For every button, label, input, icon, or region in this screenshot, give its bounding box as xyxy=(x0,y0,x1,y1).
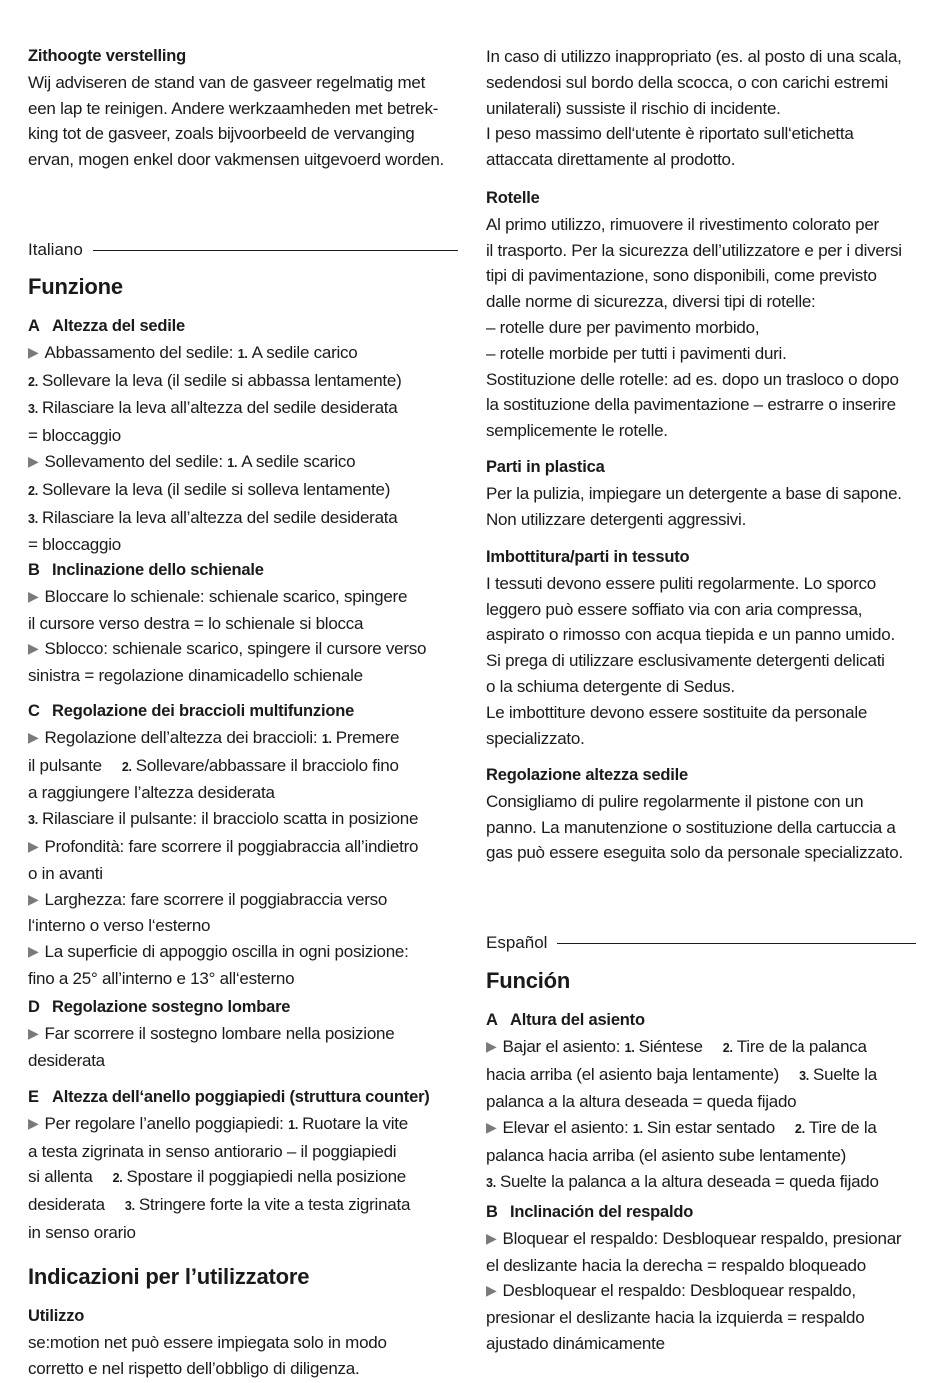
text-line: o in avanti xyxy=(28,863,103,883)
text-line: l‘interno o verso l‘esterno xyxy=(28,916,211,936)
language-label: Italiano xyxy=(28,240,83,259)
text: Sollevare la leva (il sedile si abbassa lentamente) xyxy=(41,370,402,390)
text: Tire de la palanca xyxy=(736,1036,867,1056)
text-line: in senso orario xyxy=(28,1222,136,1242)
text-line: Al primo utilizzo, rimuovere il rivestimento colorato per xyxy=(486,214,879,234)
text-line: Per la pulizia, impiegare un detergente a base di sapone. xyxy=(486,483,902,503)
step-number: 1. xyxy=(288,1117,299,1132)
text: Far scorrere il sostegno lombare nella posizione xyxy=(44,1023,395,1043)
text: Sin estar sentado xyxy=(646,1118,775,1138)
page-heading: Indicazioni per l’utilizzatore xyxy=(28,1264,310,1289)
section-c-braccioli xyxy=(28,699,466,992)
section-plastica xyxy=(486,455,924,532)
text-line: = bloccaggio xyxy=(28,426,121,446)
section-letter: C xyxy=(28,702,40,720)
text: Profondità: fare scorrere il poggiabraccia all’indietro xyxy=(44,836,419,856)
triangle-bullet-icon: ▶ xyxy=(28,640,39,657)
text-line: la sostituzione della pavimentazione – estrarre o inserire xyxy=(486,395,896,415)
section-title-text: Regolazione sostegno lombare xyxy=(52,998,291,1016)
section-regolazione-altezza xyxy=(486,763,924,866)
text-line: – rotelle morbide per tutti i pavimenti duri. xyxy=(486,343,787,363)
text: Suelte la xyxy=(813,1064,877,1084)
step-number: 2. xyxy=(121,759,132,774)
text-line: il cursore verso destra = lo schienale si blocca xyxy=(28,613,364,633)
text-line xyxy=(28,1192,466,1220)
step-number: 1. xyxy=(227,455,238,470)
section-title xyxy=(28,314,466,340)
text: Siéntese xyxy=(638,1036,703,1056)
triangle-bullet-icon: ▶ xyxy=(486,1282,497,1299)
text: Bajar el asiento: xyxy=(502,1036,625,1056)
section-b-respaldo xyxy=(486,1200,924,1357)
text: Sollevamento del sedile: xyxy=(44,451,228,471)
text-line: specializzato. xyxy=(486,728,585,748)
text-line xyxy=(28,449,466,477)
language-label: Español xyxy=(486,933,548,952)
text-line: In caso di utilizzo inappropriato (es. al posto di una scala, xyxy=(486,47,902,66)
section-intro xyxy=(486,44,924,173)
section-letter: E xyxy=(28,1088,39,1106)
step-number: 3. xyxy=(28,813,38,828)
section-title-text: Inclinación del respaldo xyxy=(510,1203,694,1221)
step-number: 1. xyxy=(321,731,332,746)
section-title xyxy=(28,1085,466,1111)
section-d-lombare xyxy=(28,995,466,1073)
step-number: 3. xyxy=(28,402,38,417)
language-header-espanol xyxy=(486,931,916,955)
text-line: Non utilizzare detergenti aggressivi. xyxy=(486,509,747,529)
section-utilizzo xyxy=(28,1304,466,1381)
text-line: presionar el deslizante hacia la izquierda = respaldo xyxy=(486,1308,865,1328)
text-line: il trasporto. Per la sicurezza dell’utilizzatore e per i diversi xyxy=(486,240,902,260)
text: Ruotare la vite xyxy=(302,1113,408,1133)
text-line: Si prega di utilizzare esclusivamente detergenti delicati xyxy=(486,651,885,671)
text: Sollevare la leva (il sedile si solleva lentamente) xyxy=(41,479,391,499)
section-title xyxy=(28,995,466,1021)
text: Spostare il poggiapiedi nella posizione xyxy=(126,1167,406,1187)
step-number: 2. xyxy=(722,1040,733,1055)
heading-funzione xyxy=(28,272,466,302)
text-line: o la schiuma detergente di Sedus. xyxy=(486,676,735,696)
step-number: 2. xyxy=(112,1171,123,1186)
section-title: Imbottitura/parti in tessuto xyxy=(486,548,690,566)
step-number: 3. xyxy=(124,1199,135,1214)
step-number: 2. xyxy=(28,483,38,498)
text-line xyxy=(28,477,466,505)
text: Rilasciare la leva all’altezza del sedile desiderata xyxy=(41,507,398,527)
language-header-italiano xyxy=(28,238,458,262)
step-number: 3. xyxy=(799,1068,810,1083)
text: Sollevare/abbassare il bracciolo fino xyxy=(135,755,399,775)
text: desiderata xyxy=(28,1195,105,1215)
text-line xyxy=(28,1164,466,1192)
text-line xyxy=(486,1034,924,1062)
section-title: Parti in plastica xyxy=(486,458,605,476)
text-line xyxy=(486,1278,924,1305)
text-line: el deslizante hacia la derecha = respaldo bloqueado xyxy=(486,1255,866,1275)
text-line xyxy=(28,806,466,834)
step-number: 3. xyxy=(28,511,38,526)
text: Bloquear el respaldo: Desbloquear respaldo, presionar xyxy=(502,1228,902,1248)
text: Desbloquear el respaldo: Desbloquear respaldo, xyxy=(502,1281,856,1301)
text: A sedile carico xyxy=(251,342,358,362)
text: Sblocco: schienale scarico, spingere il cursore verso xyxy=(44,639,427,659)
section-title: Utilizzo xyxy=(28,1307,85,1325)
text-line: Consigliamo di pulire regolarmente il pistone con un xyxy=(486,791,864,811)
text-line: een lap te reinigen. Andere werkzaamheden met betrek- xyxy=(28,98,439,118)
text-line xyxy=(486,1115,924,1143)
text-line xyxy=(28,725,466,753)
text-line xyxy=(28,636,466,663)
text: Rilasciare la leva all’altezza del sedile desiderata xyxy=(41,398,398,418)
text-line: I peso massimo dell‘utente è riportato sull‘etichetta xyxy=(486,124,854,144)
text-line xyxy=(28,584,466,611)
triangle-bullet-icon: ▶ xyxy=(486,1119,497,1136)
text: Premere xyxy=(335,727,400,747)
text-line: ervan, mogen enkel door vakmensen uitgevoerd worden. xyxy=(28,150,445,170)
triangle-bullet-icon: ▶ xyxy=(28,1024,39,1041)
section-rotelle xyxy=(486,186,924,444)
section-e-poggiapiedi xyxy=(28,1085,466,1246)
text: il pulsante xyxy=(28,755,102,775)
section-a-altezza xyxy=(28,314,466,558)
text-line: semplicemente le rotelle. xyxy=(486,421,668,441)
text-line: – rotelle dure per pavimento morbido, xyxy=(486,317,760,337)
triangle-bullet-icon: ▶ xyxy=(486,1037,497,1054)
section-title: Rotelle xyxy=(486,189,540,207)
text-line: = bloccaggio xyxy=(28,535,121,555)
text-line: panno. La manutenzione o sostituzione della cartuccia a xyxy=(486,817,896,837)
text-line: sedendosi sul bordo della scocca, o con carichi estremi xyxy=(486,72,889,92)
text-line: corretto e nel rispetto dell’obbligo di diligenza. xyxy=(28,1358,360,1378)
section-title xyxy=(486,1008,924,1034)
triangle-bullet-icon: ▶ xyxy=(486,1229,497,1246)
step-number: 1. xyxy=(632,1122,643,1137)
section-title-text: Regolazione dei braccioli multifunzione xyxy=(52,702,355,720)
triangle-bullet-icon: ▶ xyxy=(28,943,39,960)
text-line: dalle norme di sicurezza, diversi tipi di rotelle: xyxy=(486,292,816,312)
step-number: 2. xyxy=(28,374,38,389)
text-line xyxy=(28,834,466,861)
text-line xyxy=(486,1226,924,1253)
section-imbottitura xyxy=(486,545,924,751)
text: Tire de la xyxy=(808,1118,877,1138)
section-letter: D xyxy=(28,998,40,1016)
text: La superficie di appoggio oscilla in ogni posizione: xyxy=(44,942,409,962)
text: Bloccare lo schienale: schienale scarico, spingere xyxy=(44,586,408,606)
text-line xyxy=(28,340,466,368)
section-title xyxy=(486,1200,924,1226)
text-line: aspirato o rimosso con acqua tiepida e un panno umido. xyxy=(486,625,895,645)
triangle-bullet-icon: ▶ xyxy=(28,587,39,604)
text-line: attaccata direttamente al prodotto. xyxy=(486,150,736,170)
text: Larghezza: fare scorrere il poggiabraccia verso xyxy=(44,889,388,909)
text-line xyxy=(28,368,466,396)
section-title-text: Altura del asiento xyxy=(510,1011,645,1029)
text-line: Le imbottiture devono essere sostituite da personale xyxy=(486,702,868,722)
section-title-text: Inclinazione dello schienale xyxy=(52,561,264,579)
triangle-bullet-icon: ▶ xyxy=(28,343,39,360)
triangle-bullet-icon: ▶ xyxy=(28,452,39,469)
section-letter: B xyxy=(28,561,40,579)
text: Regolazione dell’altezza dei braccioli: xyxy=(44,727,322,747)
text-line: unilaterali) sussiste il rischio di incidente. xyxy=(486,98,781,118)
triangle-bullet-icon: ▶ xyxy=(28,837,39,854)
text: Per regolare l’anello poggiapiedi: xyxy=(44,1113,289,1133)
text-line xyxy=(28,887,466,914)
text-line xyxy=(28,395,466,423)
text: Stringere forte la vite a testa zigrinata xyxy=(138,1195,411,1215)
divider-rule xyxy=(93,250,458,251)
text-line: Sostituzione delle rotelle: ad es. dopo un trasloco o dopo xyxy=(486,369,899,389)
text-line: a testa zigrinata in senso antiorario – il poggiapiedi xyxy=(28,1141,397,1161)
section-title: Zithoogte verstelling xyxy=(28,47,187,65)
text-line xyxy=(28,1021,466,1048)
section-title: Regolazione altezza sedile xyxy=(486,766,689,784)
step-number: 3. xyxy=(486,1175,496,1190)
text-line: palanca hacia arriba (el asiento sube lentamente) xyxy=(486,1145,847,1165)
section-letter: A xyxy=(28,317,40,335)
section-title-text: Altezza dell‘anello poggiapiedi (struttura counter) xyxy=(52,1088,430,1106)
page-heading: Funzione xyxy=(28,274,123,299)
text-line: leggero può essere soffiato via con aria compressa, xyxy=(486,599,863,619)
text-line: se:motion net può essere impiegata solo in modo xyxy=(28,1332,387,1352)
text: hacia arriba (el asiento baja lentamente) xyxy=(486,1064,780,1084)
text-line: desiderata xyxy=(28,1050,105,1070)
text: Suelte la palanca a la altura deseada = queda fijado xyxy=(499,1171,879,1191)
text: Rilasciare il pulsante: il bracciolo scatta in posizione xyxy=(41,809,419,829)
text-line: fino a 25° all’interno e 13° all‘esterno xyxy=(28,968,295,988)
text-line xyxy=(28,753,466,781)
text-line xyxy=(28,505,466,533)
text-line xyxy=(28,1111,466,1139)
text: Elevar el asiento: xyxy=(502,1118,633,1138)
heading-funcion xyxy=(486,966,924,996)
section-b-inclinazione xyxy=(28,558,466,689)
heading-indicazioni xyxy=(28,1262,466,1292)
section-zithoogte xyxy=(28,44,466,173)
section-title-text: Altezza del sedile xyxy=(52,317,186,335)
triangle-bullet-icon: ▶ xyxy=(28,1114,39,1131)
text-line: I tessuti devono essere puliti regolarmente. Lo sporco xyxy=(486,573,877,593)
text-line: a raggiungere l’altezza desiderata xyxy=(28,783,275,803)
text-line: gas può essere eseguita solo da personale specializzato. xyxy=(486,843,903,863)
section-title xyxy=(28,699,466,725)
divider-rule xyxy=(557,943,916,944)
text-line: palanca a la altura deseada = queda fijado xyxy=(486,1092,797,1112)
section-title xyxy=(28,558,466,584)
text-line: king tot de gasveer, zoals bijvoorbeeld de vervanging xyxy=(28,124,415,144)
text: si allenta xyxy=(28,1167,93,1187)
text: A sedile scarico xyxy=(241,451,356,471)
triangle-bullet-icon: ▶ xyxy=(28,890,39,907)
text-line: Wij adviseren de stand van de gasveer regelmatig met xyxy=(28,72,426,92)
text-line xyxy=(486,1062,924,1090)
section-letter: A xyxy=(486,1011,498,1029)
step-number: 1. xyxy=(237,346,248,361)
text-line xyxy=(28,939,466,966)
triangle-bullet-icon: ▶ xyxy=(28,728,39,745)
step-number: 2. xyxy=(794,1122,805,1137)
section-a-altura xyxy=(486,1008,924,1197)
text: Abbassamento del sedile: xyxy=(44,342,238,362)
text-line: ajustado dinámicamente xyxy=(486,1333,665,1353)
page-heading: Función xyxy=(486,968,571,993)
text-line xyxy=(486,1169,924,1197)
section-letter: B xyxy=(486,1203,498,1221)
text-line: sinistra = regolazione dinamicadello schienale xyxy=(28,666,363,686)
text-line: tipi di pavimentazione, sono disponibili, come previsto xyxy=(486,266,877,286)
step-number: 1. xyxy=(624,1040,635,1055)
